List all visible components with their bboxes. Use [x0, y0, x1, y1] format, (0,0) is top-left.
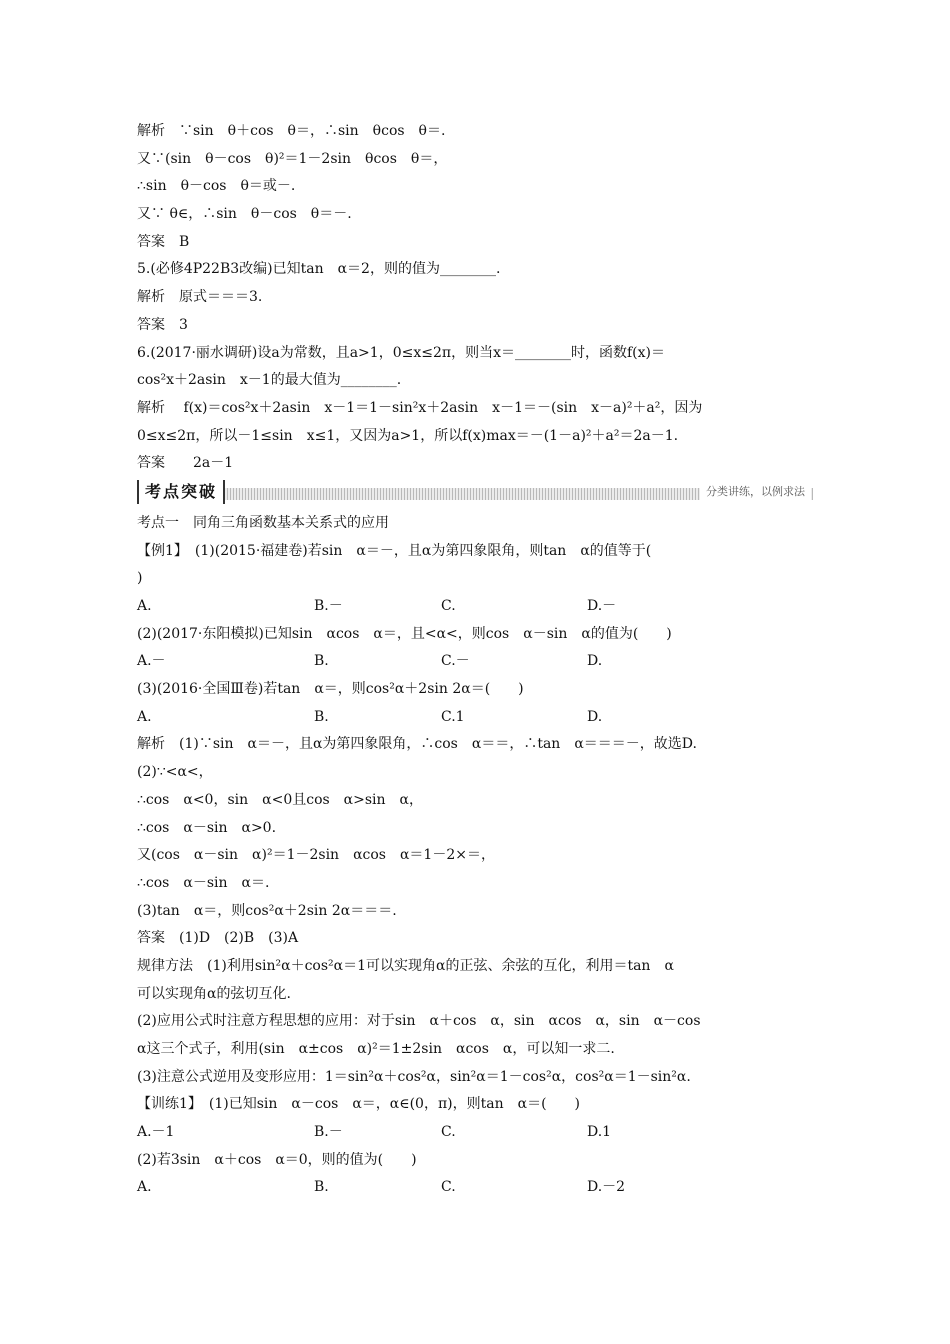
text-line: (3)tan α＝，则cos²α＋2sin 2α＝＝＝.: [137, 902, 397, 919]
analysis-block: [137, 731, 817, 1119]
option-b: B.－: [314, 598, 343, 614]
option-c: C.: [441, 598, 456, 614]
text-line: 又∵(sin θ－cos θ)²＝1－2sin θcos θ＝，: [137, 150, 448, 167]
text-line: 5.(必修4P22B3改编)已知tan α＝2，则的值为________.: [137, 261, 501, 278]
option-a: A.: [137, 708, 152, 725]
document-page: [137, 118, 817, 1202]
text-line: 答案 3: [137, 316, 188, 333]
option-a: A.: [137, 1179, 152, 1196]
options-row-4: [137, 1119, 817, 1147]
text-line: 6.(2017·丽水调研)设a为常数，且a>1，0≤x≤2π，则当x＝________时，函数f(x)＝: [137, 344, 665, 361]
options-row-2: [137, 648, 817, 676]
option-b: B.: [314, 1179, 329, 1196]
text-line: ): [137, 570, 143, 587]
text-line: 又∵ θ∈，∴sin θ－cos θ＝－.: [137, 206, 352, 223]
option-d: D.－2: [587, 1179, 626, 1196]
text-line: ∴sin θ－cos θ＝或－.: [137, 178, 296, 195]
option-a: A.: [137, 598, 152, 614]
text-line: 规律方法 (1)利用sin²α＋cos²α＝1可以实现角α的正弦、余弦的互化，利用＝tan α: [137, 957, 674, 974]
banner-title: 考点突破: [137, 480, 225, 504]
text-line: 解析 原式＝＝＝3.: [137, 289, 263, 306]
option-c: C.: [441, 1124, 456, 1141]
text-line: 又(cos α－sin α)²＝1－2sin αcos α＝1－2×＝，: [137, 847, 495, 864]
question-2: (2)(2017·东阳模拟)已知sin αcos α＝，且<α<，则cos α－sin α的值为( ): [137, 625, 672, 642]
text-line: ∴cos α－sin α＝.: [137, 874, 270, 891]
option-a: A.－1: [137, 1124, 175, 1141]
option-d: D.1: [587, 1124, 612, 1141]
text-line: 答案 (1)D (2)B (3)A: [137, 930, 299, 947]
text-line: 考点一 同角三角函数基本关系式的应用: [137, 514, 389, 531]
option-d: D.－: [587, 598, 617, 614]
option-a: A.－: [137, 653, 166, 670]
text-line: 解析 ∵sin θ＋cos θ＝，∴sin θcos θ＝.: [137, 123, 446, 139]
text-line: ∴cos α<0，sin α<0且cos α>sin α，: [137, 791, 423, 808]
text-line: 【训练1】 (1)已知sin α－cos α＝，α∈(0，π)，则tan α＝( ): [137, 1096, 580, 1113]
banner-subtitle: 分类讲练，以例求法: [700, 483, 811, 501]
question-5: (2)若3sin α＋cos α＝0，则的值为( ): [137, 1151, 417, 1168]
text-line: ∴cos α－sin α>0.: [137, 819, 277, 836]
text-line: (3)注意公式逆用及变形应用：1＝sin²α＋cos²α，sin²α＝1－cos²α，cos²α＝1－sin²α.: [137, 1068, 691, 1085]
question-3: (3)(2016·全国Ⅲ卷)若tan α＝，则cos²α＋2sin 2α＝( ): [137, 681, 524, 698]
text-line: 【例1】 (1)(2015·福建卷)若sin α＝－，且α为第四象限角，则tan α的值等于(: [137, 542, 652, 559]
text-line: 0≤x≤2π，所以－1≤sin x≤1，又因为a>1，所以f(x)max＝－(1－a)²＋a²＝2a－1.: [137, 427, 679, 444]
example-block: [137, 510, 817, 593]
text-line: 可以实现角α的弦切互化.: [137, 985, 291, 1002]
option-b: B.－: [314, 1124, 343, 1141]
text-line: (2)应用公式时注意方程思想的应用：对于sin α＋cos α，sin αcos α，sin α－cos: [137, 1013, 701, 1030]
text-line: 解析 f(x)＝cos²x＋2asin x－1＝1－sin²x＋2asin x－1＝－(sin x－a)²＋a²，因为: [137, 399, 703, 416]
options-row-1: [137, 593, 817, 621]
options-row-3: [137, 704, 817, 732]
option-d: D.: [587, 708, 603, 725]
text-line: 解析 (1)∵sin α＝－，且α为第四象限角，∴cos α＝＝，∴tan α＝＝＝－，故选D.: [137, 736, 697, 753]
text-line: (2)∵<α<，: [137, 764, 213, 781]
option-d: D.: [587, 653, 603, 670]
option-c: C.－: [441, 653, 470, 670]
text-line: 答案 2a－1: [137, 455, 234, 472]
option-c: C.1: [441, 708, 465, 725]
text-line: 答案 B: [137, 233, 190, 250]
solution-block-a: [137, 118, 817, 478]
option-b: B.: [314, 653, 329, 670]
option-b: B.: [314, 708, 329, 725]
options-row-5: [137, 1174, 817, 1202]
text-line: α这三个式子，利用(sin α±cos α)²＝1±2sin αcos α，可以知一求二.: [137, 1041, 615, 1057]
section-banner: [137, 480, 817, 506]
text-line: cos²x＋2asin x－1的最大值为________.: [137, 372, 402, 389]
option-c: C.: [441, 1179, 456, 1196]
